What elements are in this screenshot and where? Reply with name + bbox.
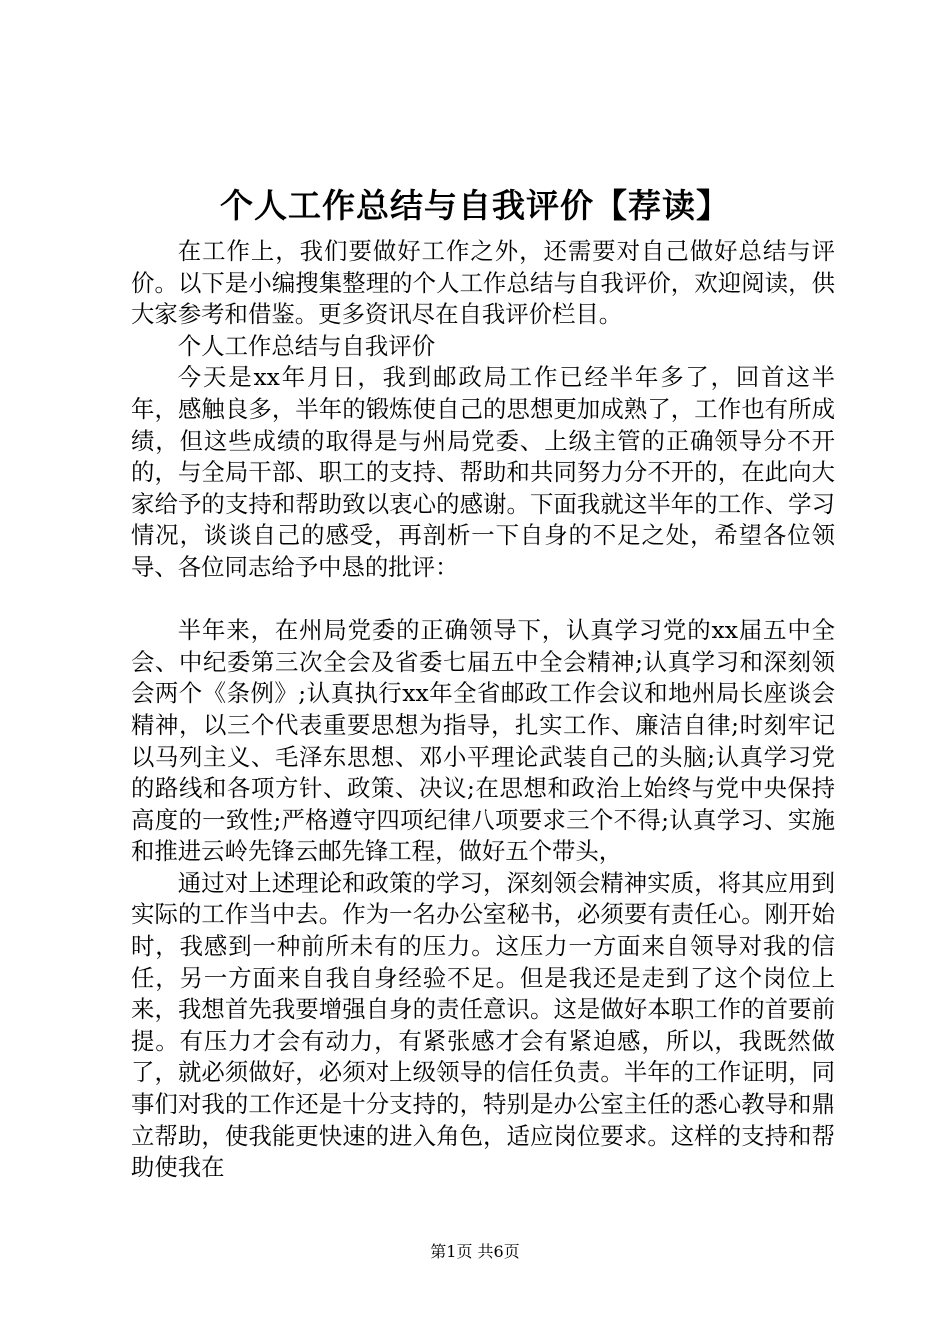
section-heading: 个人工作总结与自我评价 [177,331,436,360]
paragraph-spacer [131,584,835,616]
document-body [131,236,835,1184]
intro-paragraph: 在工作上，我们要做好工作之外，还需要对自己做好总结与评价。以下是小编搜集整理的个人工作总结与自我评价，欢迎阅读，供大家参考和借鉴。更多资讯尽在自我评价栏目。 [131,237,835,329]
body-paragraph-3: 通过对上述理论和政策的学习，深刻领会精神实质，将其应用到实际的工作当中去。作为一名办公室秘书，必须要有责任心。刚开始时，我感到一种前所未有的压力。这压力一方面来自领导对我的信任，另一方面来自我自身经验不足。但是我还是走到了这个岗位上来，我想首先我要增强自身的责任意识。这是做好本职工作的首要前提。有压力才会有动力，有紧张感才会有紧迫感，所以，我既然做了，就必须做好，必须对上级领导的信任负责。半年的工作证明，同事们对我的工作还是十分支持的，特别是办公室主任的悉心教导和鼎立帮助，使我能更快速的进入角色，适应岗位要求。这样的支持和帮助使我在 [131,868,835,1182]
body-paragraph-1: 今天是xx年月日，我到邮政局工作已经半年多了，回首这半年，感触良多，半年的锻炼使自己的思想更加成熟了，工作也有所成绩，但这些成绩的取得是与州局党委、上级主管的正确领导分不开的，与全局干部、职工的支持、帮助和共同努力分不开的，在此向大家给予的支持和帮助致以衷心的感谢。下面我就这半年的工作、学习情况，谈谈自己的感受，再剖析一下自身的不足之处，希望各位领导、各位同志给予中恳的批评： [131,363,835,581]
body-paragraph-2: 半年来，在州局党委的正确领导下，认真学习党的xx届五中全会、中纪委第三次全会及省委七届五中全会精神;认真学习和深刻领会两个《条例》;认真执行xx年全省邮政工作会议和地州局长座谈会精神，以三个代表重要思想为指导，扎实工作、廉洁自律;时刻牢记以马列主义、毛泽东思想、邓小平理论武装自己的头脑;认真学习党的路线和各项方针、政策、决议;在思想和政治上始终与党中央保持高度的一致性;严格遵守四项纪律八项要求三个不得;认真学习、实施和推进云岭先锋云邮先锋工程，做好五个带头， [131,616,835,866]
page-number-footer: 第1页 共6页 [430,1242,520,1261]
document-title: 个人工作总结与自我评价【荐读】 [220,186,730,225]
